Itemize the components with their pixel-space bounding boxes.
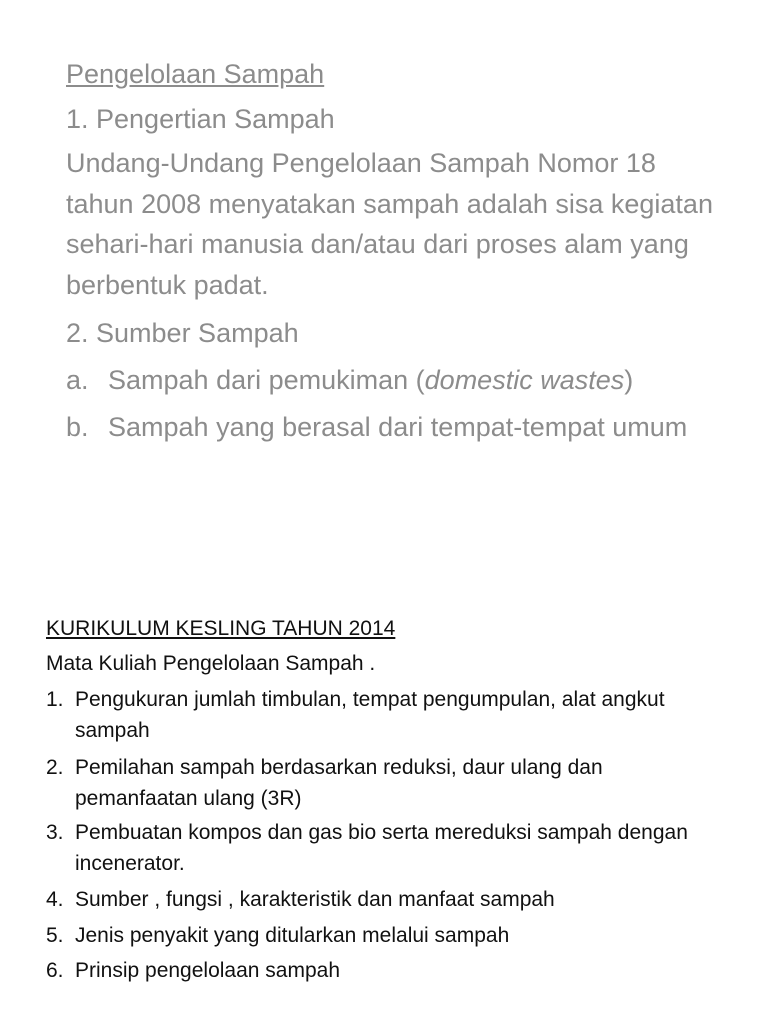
list-item-text-start: Sampah dari pemukiman ( (108, 365, 425, 395)
section-heading-sources: 2. Sumber Sampah (66, 318, 299, 348)
list-number: 6. (46, 959, 64, 982)
list-item-text: Sumber , fungsi , karakteristik dan manfaat sampah (75, 888, 555, 911)
list-marker: b. (66, 412, 89, 442)
definition-paragraph: Undang-Undang Pengelolaan Sampah Nomor 18 tahun 2008 menyatakan sampah adalah sisa kegiatan sehari-hari manusia dan/atau dari proses alam yang berbentuk padat. (66, 148, 713, 300)
list-item-text: Sampah yang berasal dari tempat-tempat umum (108, 412, 688, 442)
curriculum-heading: KURIKULUM KESLING TAHUN 2014 (46, 617, 396, 640)
list-number: 2. (46, 756, 64, 779)
list-item-text: Pengukuran jumlah timbulan, tempat pengumpulan, alat angkut sampah (75, 688, 665, 742)
list-item-text: Prinsip pengelolaan sampah (75, 959, 341, 982)
course-title: Mata Kuliah Pengelolaan Sampah . (46, 652, 376, 675)
list-number: 1. (46, 688, 64, 711)
list-item-text: Pemilahan sampah berdasarkan reduksi, daur ulang dan pemanfaatan ulang (3R) (75, 756, 603, 810)
slide-top (0, 0, 768, 500)
list-item-text: Pembuatan kompos dan gas bio serta mereduksi sampah dengan incenerator. (75, 821, 688, 875)
list-item-italic: domestic wastes (424, 365, 625, 395)
list-number: 3. (46, 821, 64, 844)
list-number: 5. (46, 924, 64, 947)
list-item-text (108, 360, 633, 400)
list-number: 4. (46, 888, 64, 911)
slide-title: Pengelolaan Sampah (66, 59, 325, 89)
section-heading-definition: 1. Pengertian Sampah (66, 104, 335, 134)
list-marker: a. (66, 365, 89, 395)
list-item-text-end: ) (624, 365, 634, 395)
slide-bottom (0, 600, 768, 1024)
list-item-text: Jenis penyakit yang ditularkan melalui sampah (75, 924, 510, 947)
